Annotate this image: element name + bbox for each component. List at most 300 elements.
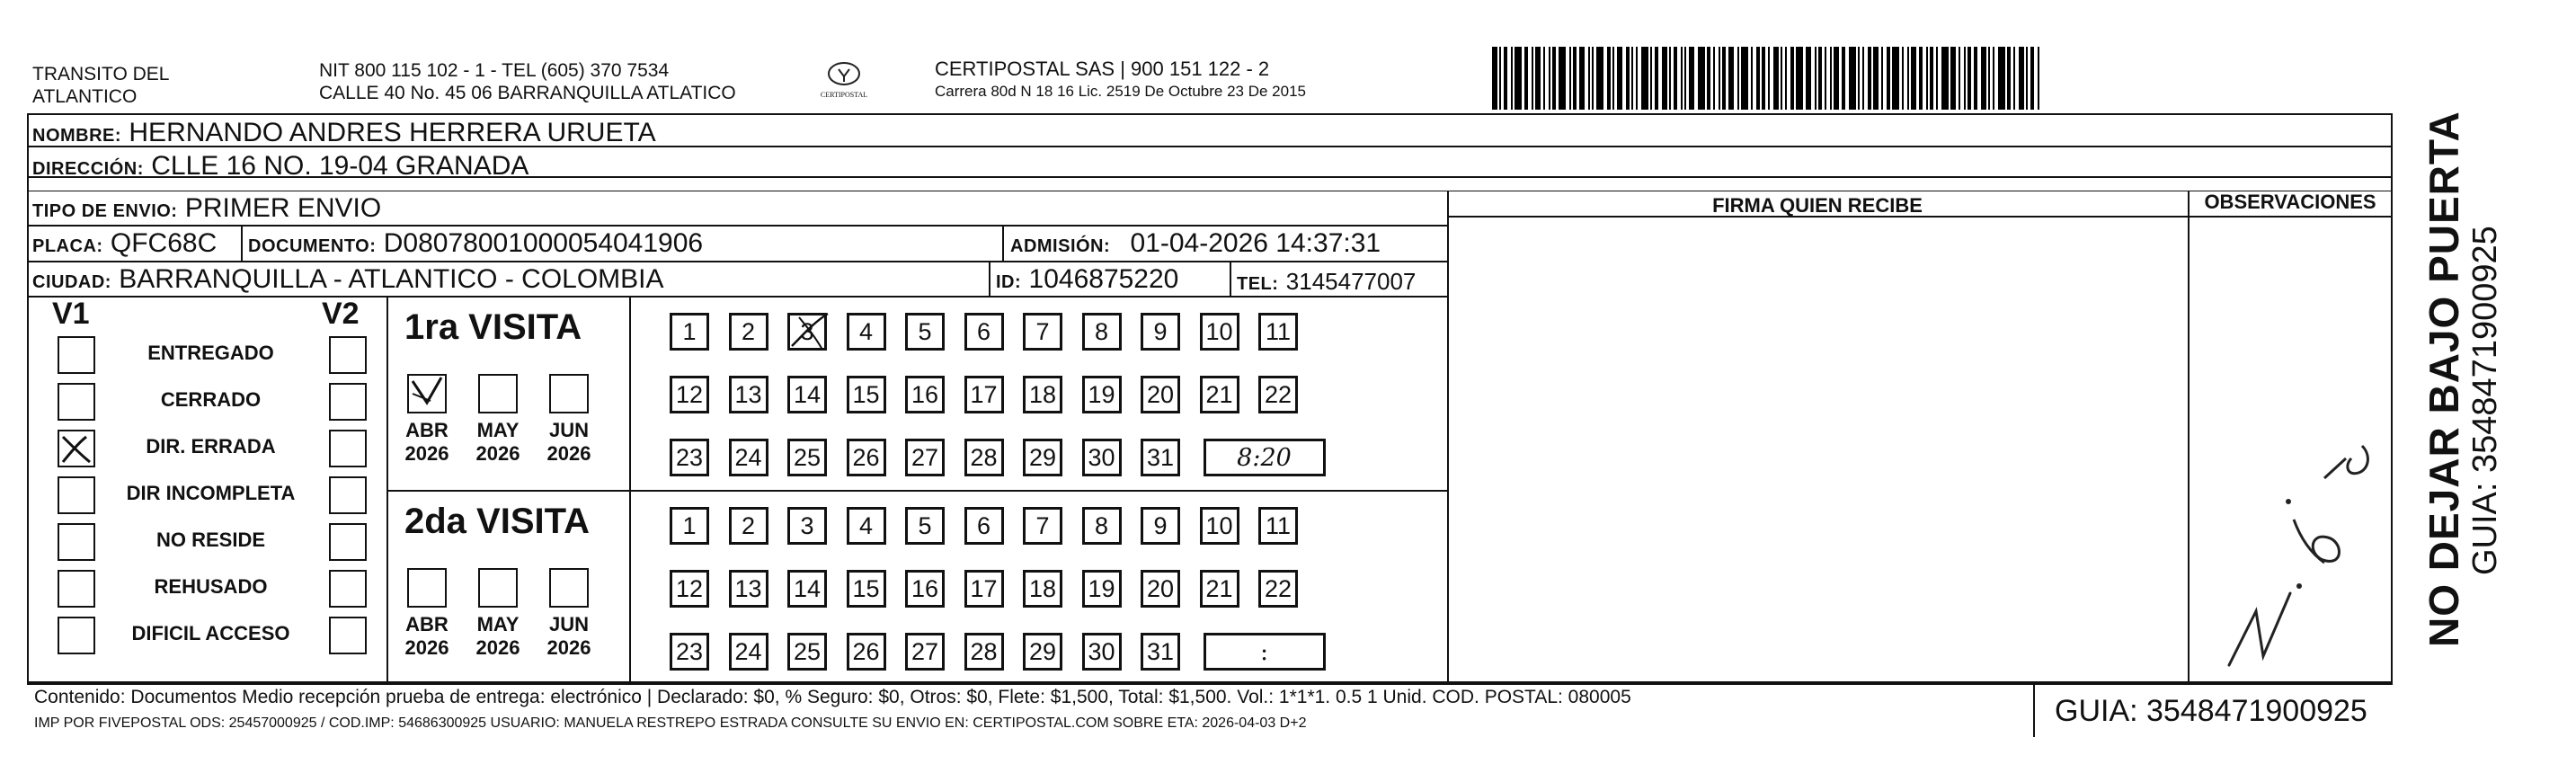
day-number: 5 — [918, 512, 932, 539]
day-number: 19 — [1088, 575, 1115, 602]
barcode-bar — [1849, 47, 1856, 110]
day-box[interactable] — [1023, 376, 1062, 413]
month-name: JUN — [548, 419, 589, 441]
day-box[interactable] — [1023, 633, 1062, 671]
month-name: ABR — [405, 613, 449, 635]
day-number: 7 — [1035, 512, 1050, 539]
day-box[interactable] — [1141, 570, 1180, 608]
day-box[interactable] — [847, 633, 886, 671]
status-option-label: NO RESIDE — [155, 529, 266, 551]
month-name: ABR — [405, 419, 449, 441]
day-box[interactable] — [787, 570, 827, 608]
barcode-bar — [1773, 47, 1779, 110]
day-box[interactable] — [670, 507, 709, 545]
barcode-bar — [1806, 47, 1811, 110]
day-box[interactable] — [787, 439, 827, 476]
month-checkbox[interactable] — [478, 374, 518, 413]
tipo-envio-field — [32, 193, 381, 227]
v2-checkbox[interactable] — [329, 523, 367, 561]
status-option-label: ENTREGADO — [147, 342, 274, 364]
day-number: 17 — [970, 381, 998, 408]
barcode-bar — [1993, 47, 1994, 110]
barcode-bar — [1641, 47, 1648, 110]
day-box[interactable] — [847, 507, 886, 545]
day-box[interactable] — [905, 507, 945, 545]
barcode-bar — [1959, 47, 1960, 110]
day-box[interactable] — [1023, 507, 1062, 545]
day-number: 26 — [852, 638, 880, 665]
month-year: 2026 — [475, 442, 520, 465]
day-box[interactable] — [1082, 570, 1122, 608]
tipo-envio-label: TIPO DE ENVIO: — [32, 201, 178, 221]
day-number: 18 — [1028, 381, 1057, 408]
status-option-label: DIR. ERRADA — [146, 435, 276, 458]
month-year: 2026 — [404, 442, 449, 465]
day-number: 21 — [1205, 381, 1233, 408]
barcode-bar — [1842, 47, 1845, 110]
day-box[interactable] — [670, 376, 709, 413]
barcode-bar — [1936, 47, 1938, 110]
day-box[interactable] — [787, 313, 827, 351]
day-number: 16 — [910, 575, 939, 602]
day-box[interactable] — [729, 439, 768, 476]
barcode-bar — [1815, 47, 1817, 110]
company-info — [935, 58, 1306, 102]
day-number: 26 — [852, 444, 880, 471]
day-number: 24 — [734, 638, 762, 665]
day-box[interactable] — [964, 507, 1004, 545]
day-number: 8 — [1094, 512, 1109, 539]
checkmark-icon — [409, 376, 445, 412]
v2-checkbox[interactable] — [329, 617, 367, 654]
day-number: 20 — [1146, 575, 1175, 602]
day-box[interactable] — [847, 439, 886, 476]
barcode-bar — [1511, 47, 1513, 110]
day-number: 14 — [793, 381, 822, 408]
day-number: 12 — [675, 381, 704, 408]
day-box[interactable] — [729, 570, 768, 608]
barcode-bar — [1713, 47, 1715, 110]
day-box[interactable] — [964, 633, 1004, 671]
month-name: JUN — [548, 613, 589, 635]
day-box[interactable] — [1141, 633, 1180, 671]
day-number: 30 — [1088, 638, 1115, 665]
v2-checkbox[interactable] — [329, 570, 367, 608]
admision-field — [1010, 228, 1381, 262]
day-number: 1 — [682, 512, 697, 539]
barcode-bar — [1930, 47, 1933, 110]
day-box[interactable] — [787, 633, 827, 671]
day-number: 14 — [793, 575, 822, 602]
admision-value: 01-04-2026 14:37:31 — [1130, 228, 1381, 258]
day-number: 2 — [741, 512, 756, 539]
barcode-bar — [1988, 47, 1990, 110]
barcode-bar — [1902, 47, 1904, 110]
nombre-label: NOMBRE: — [32, 126, 122, 146]
day-number: 23 — [675, 444, 704, 471]
day-number: 16 — [910, 381, 939, 408]
day-number: 4 — [858, 318, 874, 345]
day-number: 27 — [910, 444, 939, 471]
barcode-bar — [1524, 47, 1528, 110]
day-number: 4 — [858, 512, 874, 539]
barcode-bar — [1722, 47, 1726, 110]
status-option-label: DIR INCOMPLETA — [126, 482, 296, 504]
day-box[interactable] — [847, 570, 886, 608]
day-number: 5 — [918, 318, 932, 345]
id-value: 1046875220 — [1028, 264, 1179, 294]
v2-checkbox[interactable] — [329, 383, 367, 421]
barcode-bar — [1689, 47, 1694, 110]
day-number: 28 — [970, 638, 998, 665]
documento-field — [248, 228, 703, 262]
sender-name-line-1: TRANSITO DEL — [32, 64, 170, 84]
sender-name-line-2: ATLANTICO — [32, 86, 138, 107]
barcode-bar — [1862, 47, 1864, 110]
month-name: MAY — [476, 613, 520, 635]
day-number: 29 — [1028, 638, 1057, 665]
id-field — [996, 264, 1178, 298]
status-option-label: CERRADO — [160, 388, 262, 411]
documento-value: D08078001000054041906 — [383, 228, 704, 258]
day-number: 24 — [734, 444, 762, 471]
barcode-bar — [1981, 47, 1986, 110]
day-box[interactable] — [1082, 507, 1122, 545]
barcode-bar — [1543, 47, 1545, 110]
admision-label: ADMISIÓN: — [1010, 236, 1111, 256]
v1-checkbox[interactable] — [58, 476, 95, 514]
month-year: 2026 — [546, 636, 591, 659]
v1-checkbox[interactable] — [58, 617, 95, 654]
barcode-bar — [1834, 47, 1839, 110]
month-label — [395, 419, 458, 466]
v1-checkbox[interactable] — [58, 570, 95, 608]
day-number: 29 — [1028, 444, 1057, 471]
day-box[interactable] — [729, 633, 768, 671]
barcode-bar — [2030, 47, 2034, 110]
day-number: 27 — [910, 638, 939, 665]
month-label — [466, 419, 529, 466]
barcode-bar — [1728, 47, 1734, 110]
placa-value: QFC68C — [110, 228, 218, 258]
barcode-bar — [1719, 47, 1720, 110]
day-number: 19 — [1088, 381, 1115, 408]
barcode-bar — [1636, 47, 1638, 110]
firma-heading: FIRMA QUIEN RECIBE — [1712, 194, 1923, 217]
day-number: 22 — [1264, 381, 1292, 408]
ciudad-value: BARRANQUILLA - ATLANTICO - COLOMBIA — [119, 264, 664, 294]
v1-checkbox[interactable] — [58, 336, 95, 374]
day-box[interactable] — [1082, 633, 1122, 671]
barcode-bar — [1785, 47, 1787, 110]
day-box[interactable] — [1200, 376, 1239, 413]
barcode-bar — [1741, 47, 1748, 110]
barcode-bar — [1950, 47, 1956, 110]
barcode-bar — [1559, 47, 1566, 110]
barcode-bar — [1596, 47, 1603, 110]
day-number: 11 — [1265, 512, 1292, 539]
day-box[interactable] — [729, 376, 768, 413]
barcode-bar — [1515, 47, 1522, 110]
month-label — [537, 613, 600, 660]
barcode-bar — [1588, 47, 1590, 110]
barcode-bar — [2038, 47, 2039, 110]
sender-contact — [319, 59, 736, 104]
id-label: ID: — [996, 272, 1022, 292]
barcode-bar — [1968, 47, 1971, 110]
day-box[interactable] — [1141, 439, 1180, 476]
certipostal-logo — [816, 61, 872, 99]
day-box[interactable] — [787, 376, 827, 413]
day-number: 31 — [1146, 638, 1175, 665]
day-box[interactable] — [847, 313, 886, 351]
barcode-bar — [1964, 47, 1966, 110]
barcode-bar — [1830, 47, 1832, 110]
barcode-bar — [1504, 47, 1507, 110]
day-box[interactable] — [1141, 376, 1180, 413]
day-number: 2 — [741, 318, 756, 345]
barcode-bar — [1781, 47, 1782, 110]
footer-contents: Contenido: Documentos Medio recepción prueba de entrega: electrónico | Declarado: $0, % Seguro: $0, Otros: $0, Flete: $1,500, Total: $1,500. Vol.: 1*1*1. 0.5 1 Unid. COD. POSTAL: 080005 — [34, 687, 1631, 707]
barcode-bar — [1684, 47, 1686, 110]
day-box[interactable] — [1258, 313, 1298, 351]
barcode-bar — [1887, 47, 1890, 110]
barcode-bar — [1790, 47, 1794, 110]
day-number: 10 — [1205, 318, 1233, 345]
month-label — [537, 419, 600, 466]
barcode-bar — [1552, 47, 1556, 110]
barcode-bar — [1492, 47, 1497, 110]
barcode-bar — [1655, 47, 1658, 110]
day-box[interactable] — [1023, 313, 1062, 351]
barcode-bar — [1858, 47, 1860, 110]
day-box[interactable] — [905, 439, 945, 476]
barcode-bar — [1592, 47, 1594, 110]
month-year: 2026 — [475, 636, 520, 659]
month-name: MAY — [476, 419, 520, 441]
barcode-bar — [1617, 47, 1622, 110]
day-box[interactable] — [1082, 313, 1122, 351]
day-box[interactable] — [1023, 570, 1062, 608]
barcode-bar — [1650, 47, 1652, 110]
day-box[interactable] — [964, 570, 1004, 608]
placa-label: PLACA: — [32, 236, 103, 256]
barcode-bar — [1698, 47, 1705, 110]
barcode-bar — [1751, 47, 1753, 110]
day-box[interactable] — [1200, 570, 1239, 608]
v1-checkbox[interactable] — [58, 523, 95, 561]
day-box[interactable] — [670, 313, 709, 351]
barcode-bar — [1873, 47, 1879, 110]
barcode-bar — [1998, 47, 2005, 110]
checkmark-x-icon — [59, 431, 93, 466]
day-box[interactable] — [905, 633, 945, 671]
day-box[interactable] — [1258, 507, 1298, 545]
ciudad-field — [32, 264, 664, 298]
day-number: 25 — [793, 444, 822, 471]
barcode-bar — [1573, 47, 1577, 110]
barcode-bar — [1974, 47, 1977, 110]
day-number: 12 — [675, 575, 704, 602]
day-number: 23 — [675, 638, 704, 665]
barcode-bar — [1919, 47, 1923, 110]
barcode-bar — [1499, 47, 1501, 110]
company-name: CERTIPOSTAL SAS | 900 151 122 - 2 — [935, 58, 1270, 80]
barcode — [1492, 47, 2211, 110]
day-box[interactable] — [905, 376, 945, 413]
day-number: 30 — [1088, 444, 1115, 471]
day-box[interactable] — [1082, 439, 1122, 476]
day-box[interactable] — [1200, 507, 1239, 545]
day-box[interactable] — [1141, 507, 1180, 545]
v2-checkbox[interactable] — [329, 476, 367, 514]
day-number: 8 — [1094, 318, 1109, 345]
day-number: 31 — [1146, 444, 1175, 471]
barcode-bar — [1579, 47, 1585, 110]
day-number: 17 — [970, 575, 998, 602]
day-number: 1 — [682, 318, 697, 345]
direccion-value: CLLE 16 NO. 19-04 GRANADA — [151, 151, 529, 181]
barcode-bar — [2026, 47, 2028, 110]
day-box[interactable] — [847, 376, 886, 413]
day-box[interactable] — [729, 313, 768, 351]
barcode-bar — [1535, 47, 1541, 110]
barcode-bar — [1825, 47, 1826, 110]
side-warning: NO DEJAR BAJO PUERTA — [2421, 111, 2467, 647]
nombre-field — [32, 118, 656, 151]
day-box[interactable] — [670, 570, 709, 608]
barcode-bar — [1737, 47, 1739, 110]
barcode-bar — [1892, 47, 1899, 110]
placa-field — [32, 228, 217, 262]
v2-checkbox[interactable] — [329, 336, 367, 374]
v1-heading: V1 — [52, 297, 90, 331]
day-box[interactable] — [1082, 376, 1122, 413]
time-box[interactable]: : — [1204, 633, 1326, 671]
month-checkbox[interactable] — [407, 374, 447, 413]
day-number: 6 — [976, 512, 991, 539]
barcode-bar — [1796, 47, 1803, 110]
day-box[interactable] — [1258, 570, 1298, 608]
barcode-bar — [1911, 47, 1916, 110]
day-number: 9 — [1153, 512, 1168, 539]
barcode-bar — [1926, 47, 1928, 110]
day-box[interactable] — [670, 633, 709, 671]
day-mark-icon — [786, 310, 831, 355]
barcode-bar — [1532, 47, 1533, 110]
v2-heading: V2 — [322, 297, 360, 331]
footer-print-info: IMP POR FIVEPOSTAL ODS: 25457000925 / COD.IMP: 54686300925 USUARIO: MANUELA RESTREPO ESTRADA CONSULTE SU ENVIO EN: CERTIPOSTAL.COM SOBRE ETA: 2026-04-03 D+2 — [34, 715, 1307, 731]
day-number: 7 — [1035, 318, 1050, 345]
barcode-bar — [2007, 47, 2011, 110]
day-box[interactable] — [964, 376, 1004, 413]
barcode-bar — [2019, 47, 2024, 110]
day-number: 10 — [1205, 512, 1233, 539]
day-number: 3 — [800, 318, 814, 345]
time-box[interactable]: 8:20 — [1204, 439, 1326, 476]
day-number: 21 — [1205, 575, 1233, 602]
barcode-bar — [1907, 47, 1909, 110]
barcode-bar — [1631, 47, 1633, 110]
day-box[interactable] — [1258, 376, 1298, 413]
day-box[interactable] — [905, 313, 945, 351]
barcode-bar — [1881, 47, 1883, 110]
barcode-bar — [2013, 47, 2015, 110]
day-number: 9 — [1153, 318, 1168, 345]
side-guia: GUIA: 3548471900925 — [2466, 226, 2504, 575]
v1-checkbox[interactable] — [58, 430, 95, 467]
barcode-bar — [1756, 47, 1760, 110]
v1-checkbox[interactable] — [58, 383, 95, 421]
barcode-bar — [1662, 47, 1667, 110]
certipostal-logo-icon — [826, 61, 862, 86]
barcode-bar — [1707, 47, 1710, 110]
company-address: Carrera 80d N 18 16 Lic. 2519 De Octubre 23 De 2015 — [935, 83, 1306, 100]
month-label — [466, 613, 529, 660]
v2-checkbox[interactable] — [329, 430, 367, 467]
barcode-bar — [1868, 47, 1871, 110]
barcode-bar — [1569, 47, 1571, 110]
day-box[interactable] — [1023, 439, 1062, 476]
visit-title: 1ra VISITA — [404, 307, 582, 347]
month-checkbox[interactable] — [478, 568, 518, 608]
day-box[interactable] — [964, 439, 1004, 476]
tel-label: TEL: — [1237, 274, 1279, 294]
day-box[interactable] — [670, 439, 709, 476]
tipo-envio-value: PRIMER ENVIO — [184, 193, 382, 223]
month-checkbox[interactable] — [549, 374, 589, 413]
day-number: 15 — [852, 381, 880, 408]
visit-title: 2da VISITA — [404, 502, 590, 541]
barcode-bar — [1626, 47, 1630, 110]
barcode-bar — [1681, 47, 1683, 110]
day-number: 28 — [970, 444, 998, 471]
direccion-field — [32, 151, 529, 184]
day-number: 3 — [800, 512, 814, 539]
barcode-bar — [1669, 47, 1671, 110]
month-checkbox[interactable] — [407, 568, 447, 608]
day-box[interactable] — [905, 570, 945, 608]
documento-label: DOCUMENTO: — [248, 236, 377, 256]
day-number: 6 — [976, 318, 991, 345]
observaciones-heading: OBSERVACIONES — [2204, 191, 2376, 213]
nombre-value: HERNANDO ANDRES HERRERA URUETA — [129, 118, 656, 147]
day-number: 13 — [734, 381, 762, 408]
sender-nit: NIT 800 115 102 - 1 - TEL (605) 370 7534 — [319, 60, 670, 81]
barcode-bar — [1607, 47, 1611, 110]
tel-value: 3145477007 — [1285, 268, 1417, 295]
status-option-label: REHUSADO — [154, 575, 268, 598]
day-number: 15 — [852, 575, 880, 602]
ciudad-label: CIUDAD: — [32, 272, 111, 292]
day-number: 11 — [1265, 318, 1292, 345]
barcode-bar — [1762, 47, 1765, 110]
month-year: 2026 — [546, 442, 591, 465]
month-checkbox[interactable] — [549, 568, 589, 608]
day-box[interactable] — [1141, 313, 1180, 351]
barcode-bar — [1941, 47, 1949, 110]
barcode-bar — [1818, 47, 1822, 110]
footer-guia: GUIA: 3548471900925 — [2055, 694, 2367, 728]
day-box[interactable] — [787, 507, 827, 545]
day-box[interactable] — [729, 507, 768, 545]
day-box[interactable] — [964, 313, 1004, 351]
barcode-bar — [1549, 47, 1550, 110]
month-label — [395, 613, 458, 660]
day-number: 18 — [1028, 575, 1057, 602]
day-box[interactable] — [1200, 313, 1239, 351]
barcode-bar — [1674, 47, 1677, 110]
